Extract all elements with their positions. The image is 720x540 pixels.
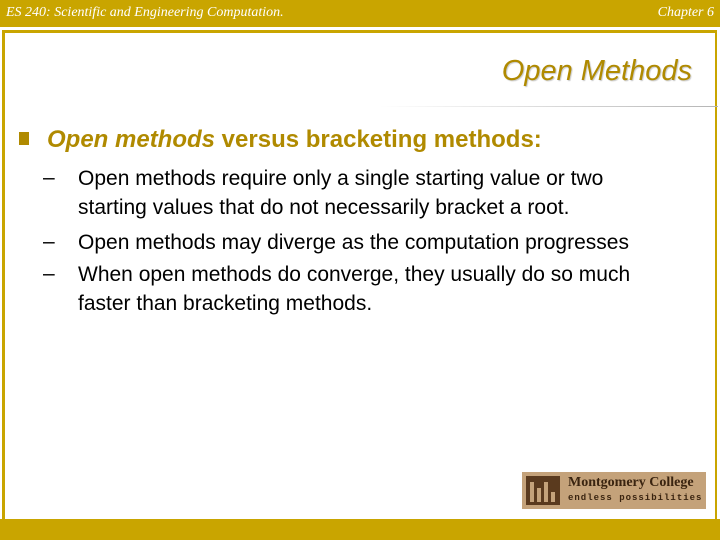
subpoint-1 bbox=[78, 164, 603, 222]
footer-band bbox=[0, 519, 720, 540]
logo-tagline: endless possibilities bbox=[568, 493, 703, 503]
college-emblem-icon bbox=[526, 476, 560, 505]
subpoint-2-line-1: Open methods may diverge as the computation progresses bbox=[78, 231, 629, 254]
bullet-rest: versus bracketing methods: bbox=[215, 126, 542, 153]
college-logo bbox=[522, 472, 706, 509]
title-underline bbox=[380, 106, 718, 107]
subpoint-3-dash: – bbox=[43, 262, 55, 285]
chapter-label: Chapter 6 bbox=[657, 5, 714, 20]
subpoint-3-line-2: faster than bracketing methods. bbox=[78, 292, 373, 315]
subpoint-3-line-1: When open methods do converge, they usually do so much bbox=[78, 263, 631, 286]
course-title: ES 240: Scientific and Engineering Computation. bbox=[6, 5, 284, 20]
logo-name: Montgomery College bbox=[568, 475, 694, 490]
subpoint-1-dash: – bbox=[43, 166, 55, 189]
subpoint-1-line-1: Open methods require only a single starting value or two bbox=[78, 167, 604, 190]
slide-title: Open Methods bbox=[501, 55, 692, 87]
right-border bbox=[715, 30, 717, 522]
subpoint-3 bbox=[78, 260, 630, 318]
subpoint-1-line-2: starting values that do not necessarily bracket a root. bbox=[78, 196, 570, 219]
subpoint-2 bbox=[78, 228, 629, 257]
header-band bbox=[0, 0, 720, 27]
square-bullet-icon bbox=[19, 132, 29, 145]
subpoint-2-dash: – bbox=[43, 230, 55, 253]
bullet-emphasis: Open methods bbox=[47, 126, 216, 153]
main-bullet bbox=[47, 126, 542, 154]
